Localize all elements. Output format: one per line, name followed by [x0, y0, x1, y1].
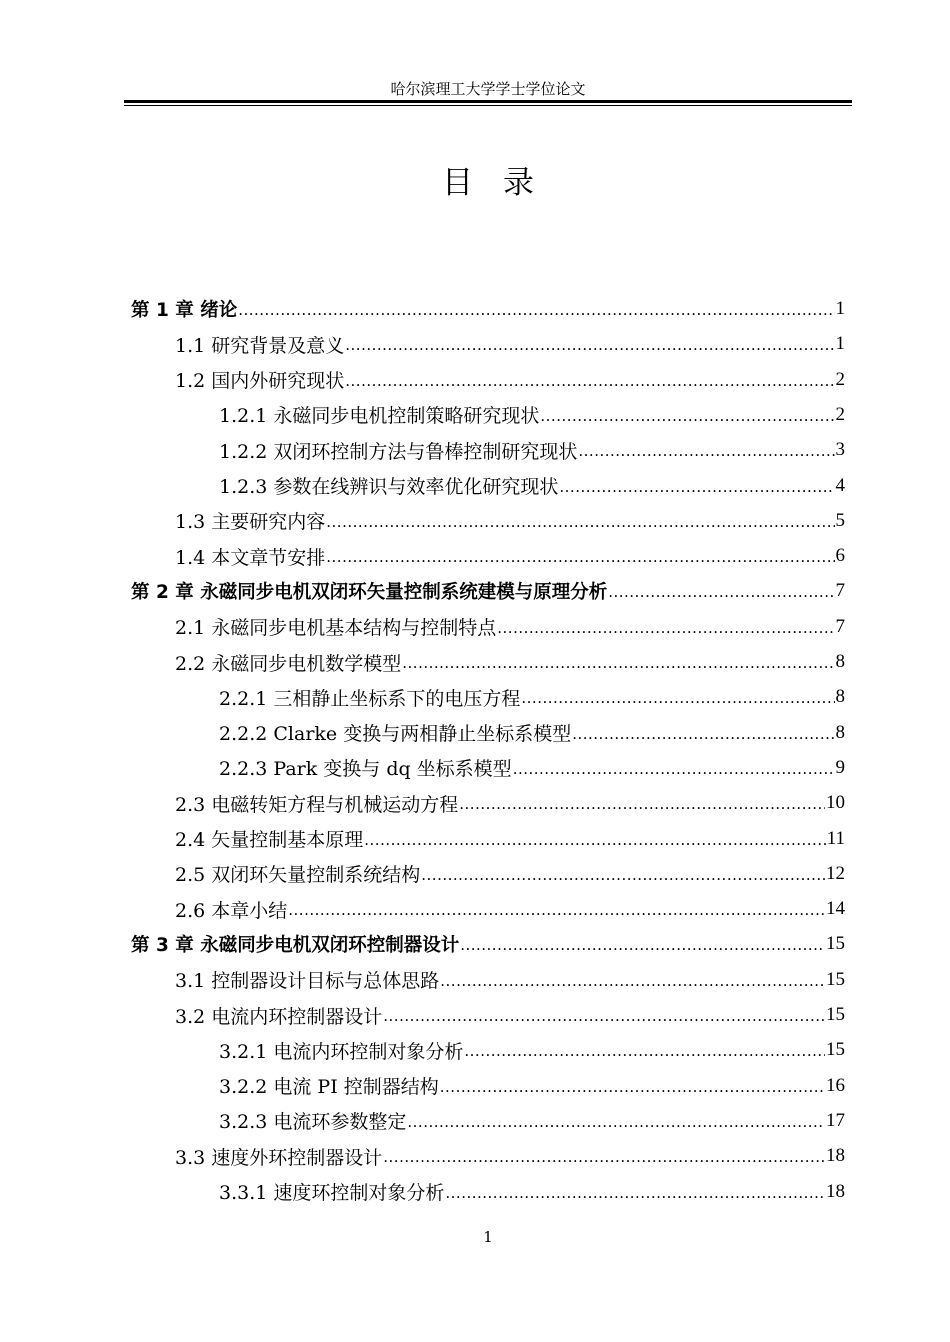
toc-leader-dots	[238, 299, 834, 320]
toc-entry[interactable]	[219, 1033, 845, 1067]
toc-leader-dots	[383, 1004, 825, 1026]
toc-entry-title: 2.2 永磁同步电机数学模型	[175, 652, 402, 675]
toc-entry-page: 16	[826, 1074, 845, 1096]
toc-leader-dots	[421, 863, 825, 885]
toc-entry[interactable]	[131, 927, 845, 961]
toc-entry-title: 2.5 双闭环矢量控制系统结构	[175, 864, 421, 887]
toc-entry[interactable]	[219, 680, 845, 714]
toc-entry[interactable]	[175, 892, 845, 926]
toc-leader-dots	[445, 1181, 825, 1203]
toc-leader-dots	[326, 510, 834, 532]
toc-entry-page: 2	[835, 368, 845, 390]
toc-entry[interactable]	[175, 539, 845, 573]
toc-entry[interactable]	[219, 469, 845, 503]
toc-entry[interactable]	[219, 1069, 845, 1103]
toc-entry-title: 3.2.3 电流环参数整定	[219, 1111, 407, 1134]
toc-entry[interactable]	[175, 504, 845, 538]
header-rule-thin	[124, 105, 852, 106]
toc-entry-title: 3.3.1 速度环控制对象分析	[219, 1182, 445, 1204]
toc-entry-page: 7	[835, 580, 845, 602]
toc-entry-page: 18	[826, 1180, 845, 1202]
header-rule-thick	[124, 100, 852, 103]
toc-entry[interactable]	[219, 1175, 845, 1209]
toc-entry-title: 第 2 章 永磁同步电机双闭环矢量控制系统建模与原理分析	[131, 582, 608, 604]
running-header: 哈尔滨理工大学学士学位论文	[390, 80, 586, 98]
toc-entry-page: 11	[826, 827, 845, 849]
toc-entry-page: 5	[835, 509, 845, 531]
toc-entry[interactable]	[219, 398, 845, 432]
toc-leader-dots	[497, 616, 834, 638]
toc-leader-dots	[440, 1075, 825, 1097]
toc-entry[interactable]	[175, 822, 845, 856]
toc-entry-title: 3.2 电流内环控制器设计	[175, 1005, 383, 1028]
toc-entry-page: 8	[835, 721, 845, 743]
toc-entry-page: 17	[826, 1109, 845, 1131]
toc-entry[interactable]	[175, 998, 845, 1032]
toc-leader-dots	[288, 898, 825, 920]
toc-entry[interactable]	[219, 433, 845, 467]
toc-entry-page: 12	[826, 862, 845, 884]
toc-leader-dots	[572, 722, 834, 744]
toc-entry-title: 1.2.3 参数在线辨识与效率优化研究现状	[219, 476, 559, 498]
toc-entry-title: 2.2.1 三相静止坐标系下的电压方程	[219, 687, 521, 710]
toc-entry-title: 1.2.2 双闭环控制方法与鲁棒控制研究现状	[219, 440, 578, 463]
toc-leader-dots	[407, 1110, 825, 1132]
toc-leader-dots	[513, 757, 835, 779]
toc-entry-page: 10	[826, 792, 845, 814]
toc-entry-title: 1.1 研究背景及意义	[175, 334, 345, 357]
toc-entry-page: 3	[835, 439, 845, 461]
toc-entry-page: 2	[835, 403, 845, 425]
toc-entry-title: 第 3 章 永磁同步电机双闭环控制器设计	[131, 935, 460, 957]
toc-entry-title: 3.3 速度外环控制器设计	[175, 1146, 383, 1169]
toc-entry-page: 15	[826, 933, 845, 955]
toc-entry[interactable]	[219, 1104, 845, 1138]
toc-leader-dots	[578, 439, 834, 461]
toc-leader-dots	[345, 369, 834, 391]
toc-entry-page: 15	[826, 1004, 845, 1025]
page-title: 目录	[442, 165, 564, 201]
toc-entry[interactable]	[175, 1139, 845, 1173]
toc-entry-page: 15	[826, 1039, 845, 1061]
toc-entry-title: 3.2.2 电流 PI 控制器结构	[219, 1076, 439, 1099]
toc-leader-dots	[559, 475, 834, 497]
toc-entry-page: 9	[835, 756, 845, 778]
toc-entry[interactable]	[175, 610, 845, 644]
toc-leader-dots	[402, 651, 834, 673]
toc-entry[interactable]	[219, 751, 845, 785]
toc-entry-page: 15	[826, 968, 845, 990]
toc-entry-page: 18	[826, 1145, 845, 1167]
toc-entry-title: 1.2.1 永磁同步电机控制策略研究现状	[219, 405, 540, 428]
toc-entry[interactable]	[175, 786, 845, 820]
toc-leader-dots	[383, 1145, 825, 1167]
toc-entry[interactable]	[131, 574, 845, 608]
toc-entry-title: 3.1 控制器设计目标与总体思路	[175, 970, 440, 993]
toc-leader-dots	[464, 1039, 825, 1061]
toc-entry-page: 1	[835, 333, 845, 355]
toc-entry[interactable]	[131, 292, 845, 326]
toc-leader-dots	[326, 545, 834, 567]
toc-entry-title: 2.6 本章小结	[175, 899, 288, 922]
toc-entry[interactable]	[175, 963, 845, 997]
toc-entry-title: 3.2.1 电流内环控制对象分析	[219, 1040, 464, 1063]
page-number: 1	[483, 1228, 493, 1246]
toc-leader-dots	[608, 581, 834, 602]
toc-entry[interactable]	[175, 363, 845, 397]
toc-entry-page: 1	[835, 298, 845, 319]
toc-entry-page: 8	[835, 686, 845, 708]
toc-entry-page: 8	[835, 651, 845, 672]
toc-entry-page: 6	[835, 545, 845, 567]
toc-entry-title: 2.4 矢量控制基本原理	[175, 829, 364, 851]
toc-entry[interactable]	[175, 327, 845, 361]
toc-entry-title: 2.2.2 Clarke 变换与两相静止坐标系模型	[219, 723, 572, 746]
toc-entry[interactable]	[175, 857, 845, 891]
toc-leader-dots	[345, 333, 834, 355]
toc-entry-title: 2.3 电磁转矩方程与机械运动方程	[175, 793, 459, 816]
toc-entry[interactable]	[175, 645, 845, 679]
toc-entry[interactable]	[219, 716, 845, 750]
toc-leader-dots	[364, 828, 825, 850]
toc-leader-dots	[521, 686, 834, 708]
toc-leader-dots	[460, 934, 825, 955]
toc-leader-dots	[440, 969, 825, 991]
toc-entry-page: 7	[835, 615, 845, 637]
toc-leader-dots	[540, 404, 834, 426]
toc-entry-page: 14	[826, 898, 845, 920]
toc-entry-page: 4	[835, 474, 845, 496]
toc-entry-title: 1.4 本文章节安排	[175, 546, 326, 569]
toc-entry-title: 第 1 章 绪论	[131, 300, 238, 321]
toc-entry-title: 2.2.3 Park 变换与 dq 坐标系模型	[219, 758, 512, 781]
toc-entry-title: 2.1 永磁同步电机基本结构与控制特点	[175, 617, 497, 640]
toc-entry-title: 1.2 国内外研究现状	[175, 370, 345, 393]
toc-leader-dots	[459, 792, 825, 814]
toc-entry-title: 1.3 主要研究内容	[175, 511, 326, 534]
